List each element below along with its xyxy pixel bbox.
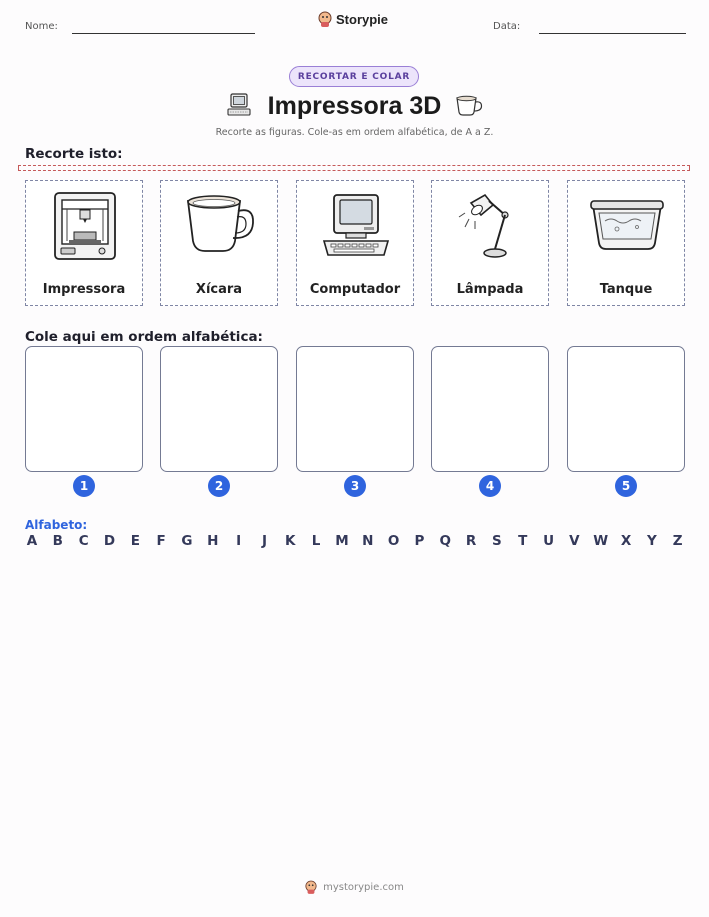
computer-icon — [316, 189, 396, 267]
paste-box-3[interactable] — [296, 346, 414, 472]
paste-box-4[interactable] — [431, 346, 549, 472]
alphabet-letter: M — [335, 533, 349, 549]
alphabet-letter: C — [78, 533, 89, 549]
cut-card-xicara[interactable] — [160, 180, 278, 306]
alphabet-letter: Z — [672, 533, 683, 549]
cut-card-tanque[interactable] — [567, 180, 685, 306]
paste-box-2[interactable] — [160, 346, 278, 472]
alphabet-letter: F — [156, 533, 166, 549]
cup-icon — [454, 94, 486, 118]
alphabet-letter: E — [130, 533, 140, 549]
paste-box-1[interactable] — [25, 346, 143, 472]
alphabet-letter: D — [103, 533, 116, 549]
cut-card-computador[interactable] — [296, 180, 414, 306]
paste-box-5[interactable] — [567, 346, 685, 472]
cup-icon — [180, 189, 260, 267]
number-badge: 2 — [208, 475, 230, 497]
instructions: Recorte as figuras. Cole-as em ordem alfabética, de A a Z. — [215, 127, 494, 138]
card-label: Impressora — [42, 282, 126, 297]
number-badge: 3 — [344, 475, 366, 497]
storypie-mascot-icon — [305, 880, 317, 894]
alphabet-letter: Y — [646, 533, 657, 549]
card-label: Lâmpada — [456, 282, 524, 297]
page-title: Impressora 3D — [267, 92, 442, 120]
alphabet-letter: Q — [439, 533, 451, 549]
number-badge: 4 — [479, 475, 501, 497]
storypie-mascot-icon — [318, 11, 332, 27]
name-label: Nome: — [25, 21, 58, 32]
card-label: Tanque — [599, 282, 653, 297]
brand-logo — [318, 11, 388, 27]
alphabet-letter: S — [492, 533, 502, 549]
card-label: Xícara — [195, 282, 243, 297]
alphabet-letter: N — [362, 533, 374, 549]
number-badge: 1 — [73, 475, 95, 497]
cut-card-lampada[interactable] — [431, 180, 549, 306]
alphabet-row — [25, 533, 685, 549]
alphabet-letter: V — [569, 533, 580, 549]
desk-lamp-icon — [451, 189, 531, 267]
brand-name: Storypie — [336, 11, 389, 27]
name-line[interactable] — [72, 33, 255, 34]
alphabet-letter: X — [620, 533, 632, 549]
alphabet-letter: K — [285, 533, 296, 549]
cut-card-impressora[interactable] — [25, 180, 143, 306]
footer-url[interactable]: mystorypie.com — [323, 881, 404, 893]
alphabet-letter: T — [518, 533, 528, 549]
date-line[interactable] — [539, 33, 686, 34]
card-label: Computador — [309, 282, 401, 297]
alphabet-letter: R — [465, 533, 477, 549]
3d-printer-icon — [45, 189, 125, 267]
alphabet-letter: W — [593, 533, 609, 549]
number-badge: 5 — [615, 475, 637, 497]
alphabet-letter: U — [543, 533, 555, 549]
activity-badge: RECORTAR E COLAR — [289, 66, 419, 87]
alphabet-letter: H — [207, 533, 219, 549]
alphabet-letter: J — [261, 533, 267, 549]
tank-icon — [587, 189, 667, 267]
alphabet-letter: G — [181, 533, 193, 549]
alphabet-letter: A — [26, 533, 38, 549]
alphabet-letter: P — [414, 533, 425, 549]
alphabet-letter: B — [52, 533, 63, 549]
alphabet-letter: O — [387, 533, 400, 549]
footer — [0, 880, 709, 894]
paste-section-label: Cole aqui em ordem alfabética: — [25, 329, 263, 345]
cut-line — [18, 165, 690, 171]
cut-section-label: Recorte isto: — [25, 146, 123, 162]
alphabet-letter: I — [236, 533, 242, 549]
alphabet-label: Alfabeto: — [25, 518, 88, 532]
date-label: Data: — [493, 21, 521, 32]
alphabet-letter: L — [311, 533, 321, 549]
